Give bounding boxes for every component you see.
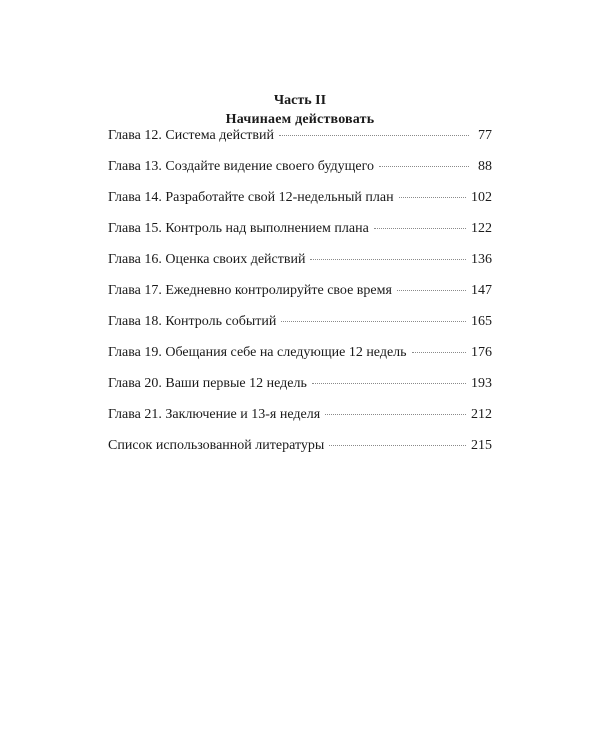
toc-entry (108, 126, 492, 146)
toc-entry-title: Глава 18. Контроль событий (108, 314, 277, 329)
toc-entry-page: 193 (471, 376, 492, 391)
toc-entry (108, 343, 492, 363)
toc-entry-page: 88 (478, 159, 492, 174)
toc-entry-title: Глава 13. Создайте видение своего будущего (108, 159, 375, 174)
part-label: Часть II (273, 93, 327, 108)
toc-entry-page: 136 (471, 252, 492, 267)
toc-entry-page: 102 (471, 190, 492, 205)
toc-entry-title: Глава 12. Система действий (108, 128, 274, 143)
toc-entry (108, 250, 492, 270)
toc-entry-page: 122 (471, 221, 492, 236)
toc-dot-leader (329, 445, 466, 446)
toc-entry (108, 157, 492, 177)
toc-entry (108, 219, 492, 239)
table-of-contents (108, 126, 492, 467)
toc-dot-leader (397, 290, 466, 291)
toc-dot-leader (279, 135, 469, 136)
part-title: Начинаем действовать (225, 112, 375, 127)
toc-entry-page: 212 (471, 407, 492, 422)
toc-dot-leader (374, 228, 466, 229)
toc-entry (108, 374, 492, 394)
toc-entry-page: 77 (478, 128, 492, 143)
toc-entry-page: 176 (471, 345, 492, 360)
toc-entry (108, 188, 492, 208)
toc-entry (108, 436, 492, 456)
toc-dot-leader (281, 321, 466, 322)
toc-entry-title: Глава 19. Обещания себе на следующие 12 недель (108, 345, 407, 360)
toc-entry-title: Список использованной литературы (108, 438, 325, 453)
toc-dot-leader (379, 166, 469, 167)
toc-entry (108, 405, 492, 425)
toc-entry-title: Глава 17. Ежедневно контролируйте свое время (108, 283, 392, 298)
toc-entry-title: Глава 16. Оценка своих действий (108, 252, 306, 267)
toc-dot-leader (325, 414, 466, 415)
toc-dot-leader (310, 259, 466, 260)
toc-entry (108, 281, 492, 301)
toc-entry-title: Глава 20. Ваши первые 12 недель (108, 376, 307, 391)
toc-entry-page: 215 (471, 438, 492, 453)
toc-entry-title: Глава 21. Заключение и 13-я неделя (108, 407, 321, 422)
toc-entry-page: 147 (471, 283, 492, 298)
toc-dot-leader (412, 352, 466, 353)
toc-entry (108, 312, 492, 332)
toc-entry-title: Глава 14. Разработайте свой 12-недельный план (108, 190, 394, 205)
toc-entry-title: Глава 15. Контроль над выполнением плана (108, 221, 369, 236)
toc-dot-leader (399, 197, 466, 198)
toc-dot-leader (312, 383, 466, 384)
toc-entry-page: 165 (471, 314, 492, 329)
